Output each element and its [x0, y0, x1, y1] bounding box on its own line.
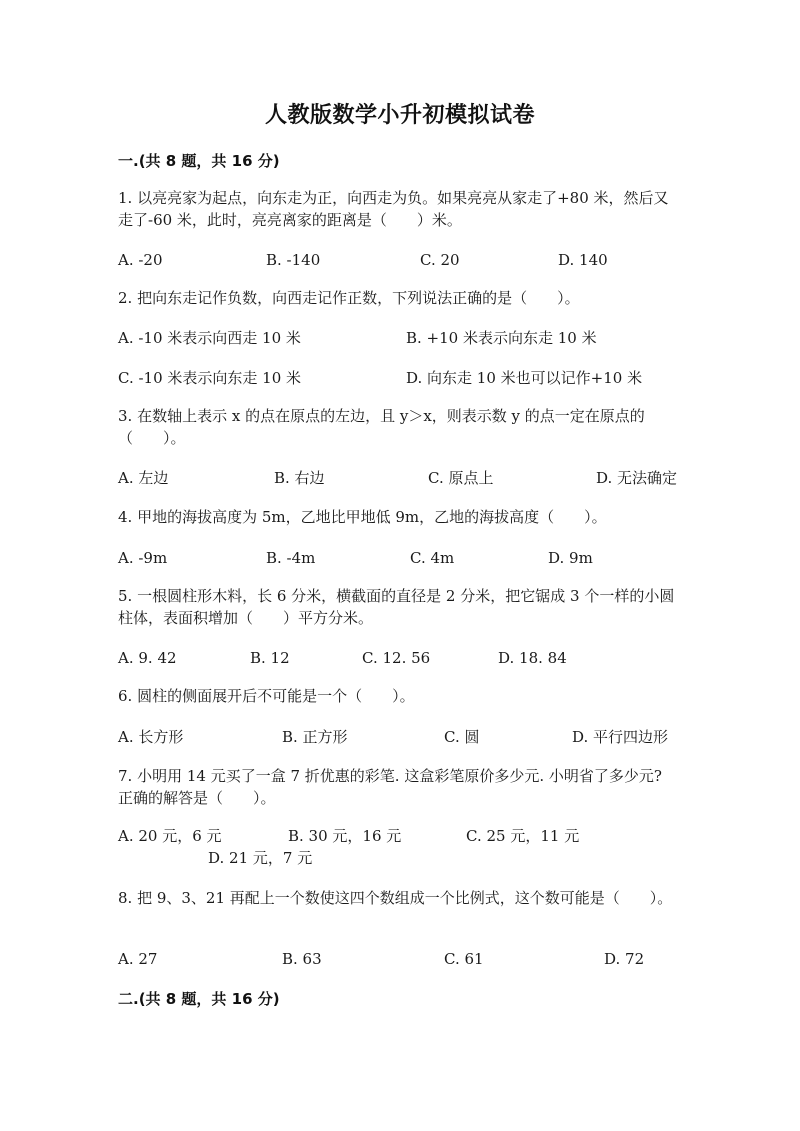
question-1-text: 1. 以亮亮家为起点，向东走为正，向西走为负。如果亮亮从家走了+80 米，然后又走了-60 米，此时，亮亮离家的距离是（ ）米。 [118, 189, 669, 229]
question-2-option-a: A. -10 米表示向西走 10 米 [118, 329, 301, 347]
question-1-option-a: A. -20 [118, 251, 163, 269]
question-4-option-d: D. 9m [548, 549, 593, 567]
question-2-option-b: B. +10 米表示向东走 10 米 [406, 329, 597, 347]
question-7-option-c: C. 25 元，11 元 [466, 827, 580, 845]
question-8-text: 8. 把 9、3、21 再配上一个数使这四个数组成一个比例式，这个数可能是（ ）。 [118, 889, 673, 907]
question-2-option-d: D. 向东走 10 米也可以记作+10 米 [406, 369, 643, 387]
question-3-option-c: C. 原点上 [428, 469, 494, 487]
question-6-option-a: A. 长方形 [118, 728, 184, 746]
question-3-text: 3. 在数轴上表示 x 的点在原点的左边，且 y＞x，则表示数 y 的点一定在原点的（ ）。 [118, 407, 645, 447]
question-4-text: 4. 甲地的海拔高度为 5m，乙地比甲地低 9m，乙地的海拔高度（ ）。 [118, 508, 607, 526]
section-heading-2: 二.(共 8 题，共 16 分) [118, 990, 280, 1008]
section-heading-1: 一.(共 8 题，共 16 分) [118, 152, 280, 170]
question-2-option-c: C. -10 米表示向东走 10 米 [118, 369, 302, 387]
question-6-option-c: C. 圆 [444, 728, 480, 746]
question-6-option-b: B. 正方形 [282, 728, 348, 746]
question-6-text: 6. 圆柱的侧面展开后不可能是一个（ ）。 [118, 687, 415, 705]
question-1-option-d: D. 140 [558, 251, 608, 269]
question-7-option-d: D. 21 元，7 元 [208, 849, 313, 867]
question-3-option-d: D. 无法确定 [596, 469, 678, 487]
page-title: 人教版数学小升初模拟试卷 [264, 103, 535, 128]
question-2-text: 2. 把向东走记作负数，向西走记作正数，下列说法正确的是（ ）。 [118, 289, 580, 307]
question-3-option-a: A. 左边 [118, 469, 169, 487]
question-5-text: 5. 一根圆柱形木料，长 6 分米，横截面的直径是 2 分米，把它锯成 3 个一样的小圆柱体，表面积增加（ ）平方分米。 [118, 587, 675, 627]
question-4-option-c: C. 4m [410, 549, 455, 567]
question-4-option-b: B. -4m [266, 549, 316, 567]
question-8-option-d: D. 72 [604, 950, 645, 968]
question-7-option-b: B. 30 元，16 元 [288, 827, 402, 845]
question-5-option-c: C. 12. 56 [362, 649, 431, 667]
question-6-option-d: D. 平行四边形 [572, 728, 669, 746]
question-7-text: 7. 小明用 14 元买了一盒 7 折优惠的彩笔. 这盒彩笔原价多少元. 小明省了多少元? 正确的解答是（ ）。 [118, 767, 667, 807]
question-5-option-d: D. 18. 84 [498, 649, 567, 667]
question-8-option-c: C. 61 [444, 950, 484, 968]
question-4-option-a: A. -9m [118, 549, 168, 567]
question-5-option-b: B. 12 [250, 649, 290, 667]
question-1-option-b: B. -140 [266, 251, 321, 269]
question-1-option-c: C. 20 [420, 251, 460, 269]
question-5-option-a: A. 9. 42 [118, 649, 177, 667]
question-7-option-a: A. 20 元，6 元 [118, 827, 222, 845]
question-8-option-a: A. 27 [118, 950, 158, 968]
question-3-option-b: B. 右边 [274, 469, 325, 487]
question-8-option-b: B. 63 [282, 950, 322, 968]
